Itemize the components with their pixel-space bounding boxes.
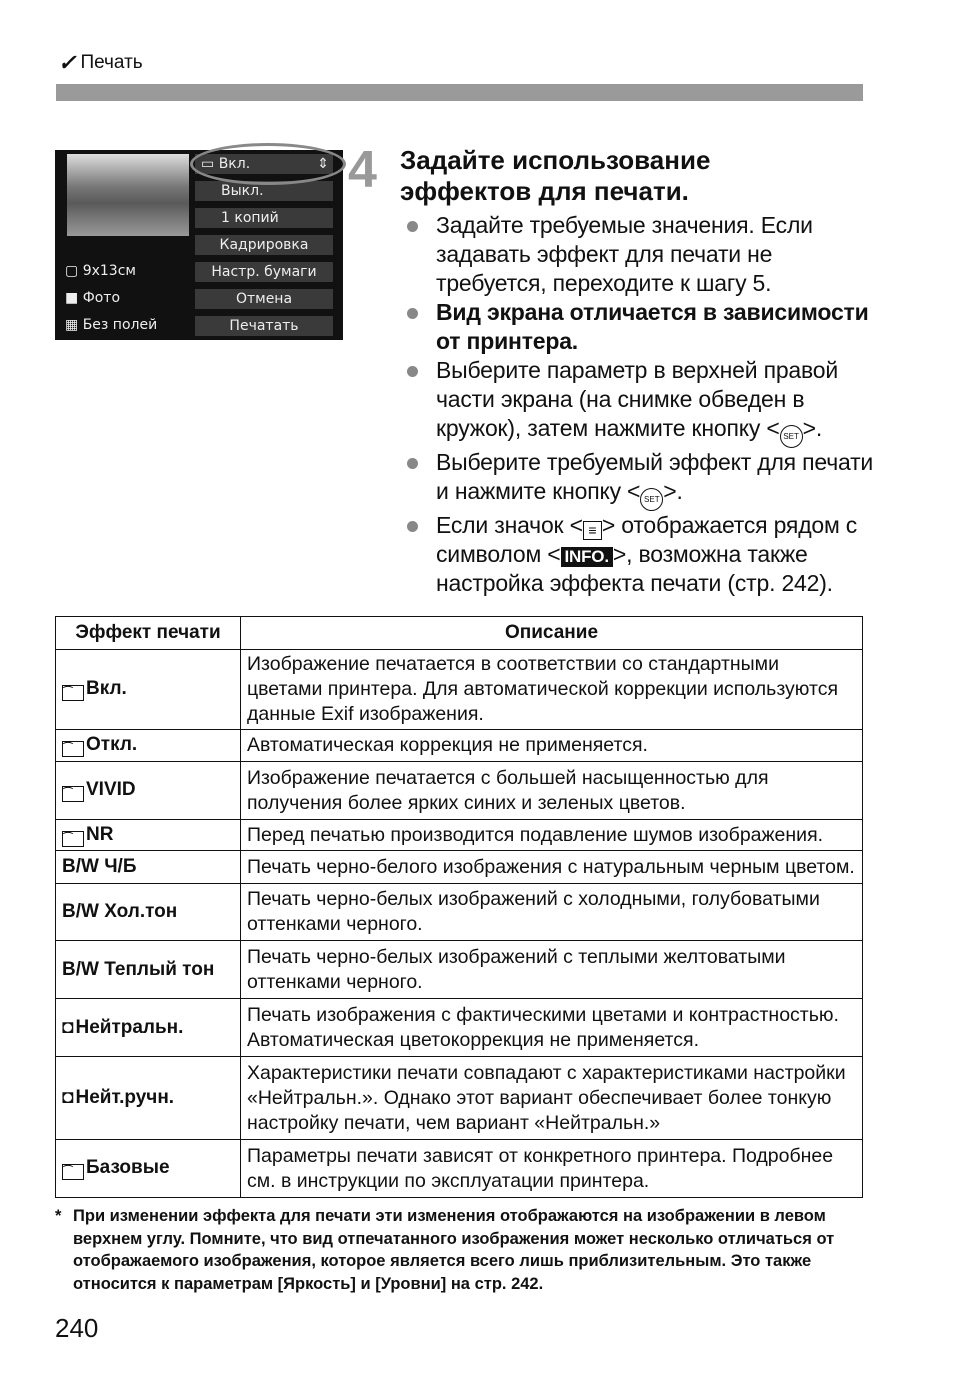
description-cell: Параметры печати зависят от конкретного принтера. Подробнее см. в инструкции по эксплуатации принтера. <box>241 1140 863 1198</box>
bullet: Выберите требуемый эффект для печати и нажмите кнопку < SET >. <box>407 448 880 511</box>
effect-cell: ⌒ Вкл. <box>56 650 241 730</box>
date-option: Выкл. <box>195 181 333 201</box>
picture-style-icon: ⌒ <box>62 831 84 847</box>
description-cell: Изображение печатается с большей насыщенностью для получения более ярких синих и зеленых цветов. <box>241 762 863 820</box>
description-cell: Печать черно-белого изображения с натуральным черным цветом. <box>241 851 863 884</box>
description-cell: Перед печатью производится подавление шумов изображения. <box>241 820 863 851</box>
bullet: Выберите параметр в верхней правой части экрана (на снимке обведен в кружок), затем нажмите кнопку < SET >. <box>407 356 880 448</box>
description-cell: Печать черно-белых изображений с холодными, голубоватыми оттенками черного. <box>241 884 863 941</box>
table-row <box>56 820 863 851</box>
effect-cell: ⌒ VIVID <box>56 762 241 820</box>
bullet: Задайте требуемые значения. Если задавать эффект для печати не требуется, переходите к шагу 5. <box>407 211 880 298</box>
picture-style-icon: ⌒ <box>62 1164 84 1180</box>
print-icon: ✓ <box>58 50 77 75</box>
table-row <box>56 851 863 884</box>
table-row <box>56 1057 863 1140</box>
footnote <box>55 1205 865 1295</box>
step-column <box>400 0 880 598</box>
print-effects-table <box>55 616 863 1198</box>
table-row <box>56 999 863 1057</box>
copies-option: 1 копий <box>195 208 333 228</box>
description-cell: Автоматическая коррекция не применяется. <box>241 730 863 762</box>
bullet: Вид экрана отличается в зависимости от принтера. <box>407 298 880 356</box>
highlight-circle <box>190 143 346 185</box>
trim-button: Кадрировка <box>195 235 333 255</box>
camera-icon: ◘ <box>62 1087 74 1108</box>
cancel-button: Отмена <box>195 289 333 309</box>
photo-preview <box>67 154 189 236</box>
table-row <box>56 762 863 820</box>
column-header: Эффект печати <box>56 617 241 650</box>
table-row <box>56 650 863 730</box>
info-button-icon: INFO. <box>561 547 613 567</box>
paper-size-label: ▢ 9x13см <box>65 263 136 279</box>
step-title: Задайте использование эффектов для печати. <box>400 145 711 206</box>
section-title: Печать <box>80 52 143 73</box>
table-row <box>56 941 863 999</box>
bullet: Если значок < ≡ > отображается рядом с символом < INFO. >, возможна также настройка эффекта печати (стр. 242). <box>407 511 880 598</box>
description-cell: Печать черно-белых изображений с теплыми желтоватыми оттенками черного. <box>241 941 863 999</box>
effect-cell: B/W Теплый тон <box>56 941 241 999</box>
effect-cell: ⌒ Откл. <box>56 730 241 762</box>
description-cell: Характеристики печати совпадают с характеристиками настройки «Нейтральн.». Однако этот вариант обеспечивает более тонкую настройку печати, чем вариант «Нейтральн.» <box>241 1057 863 1140</box>
step-bullets <box>407 211 880 598</box>
footnote-star: * <box>55 1207 62 1225</box>
effect-cell: ◘ Нейт.ручн. <box>56 1057 241 1140</box>
description-cell: Печать изображения с фактическими цветами и контрастностью. Автоматическая цветокоррекция не применяется. <box>241 999 863 1057</box>
description-cell: Изображение печатается в соответствии со стандартными цветами принтера. Для автоматической коррекции используются данные Exif изображения. <box>241 650 863 730</box>
table-row <box>56 730 863 762</box>
set-button-icon: SET <box>640 488 663 511</box>
effect-cell: B/W Хол.тон <box>56 884 241 941</box>
layout-label: ▦ Без полей <box>65 317 158 333</box>
footnote-text: При изменении эффекта для печати эти изменения отображаются на изображении в левом верхнем углу. Помните, что вид отпечатанного изображения может несколько отличаться от отображаемого изображения, которое является всего лишь приблизительным. Это также относится к параметрам [Яркость] и [Уровни] на стр. 242. <box>73 1207 835 1293</box>
table-row <box>56 1140 863 1198</box>
menu-icon: ≡ <box>583 521 602 540</box>
effect-option: ▭ Вкл. ⇕ <box>195 154 333 174</box>
table-row <box>56 884 863 941</box>
step-number: 4 <box>348 141 377 199</box>
effect-cell: ◘ Нейтральн. <box>56 999 241 1057</box>
picture-style-icon: ⌒ <box>62 786 84 802</box>
column-header: Описание <box>241 617 863 650</box>
effect-cell: ⌒ NR <box>56 820 241 851</box>
paper-settings-button: Настр. бумаги <box>195 262 333 282</box>
picture-style-icon: ⌒ <box>62 685 84 701</box>
section-header <box>58 50 143 76</box>
page-number: 240 <box>55 1313 99 1343</box>
effect-cell: ⌒ Базовые <box>56 1140 241 1198</box>
picture-style-icon: ⌒ <box>62 741 84 757</box>
paper-type-label: ■ Фото <box>65 290 121 306</box>
print-button: Печатать <box>195 316 333 336</box>
effect-cell: B/W Ч/Б <box>56 851 241 884</box>
camera-icon: ◘ <box>62 1016 74 1038</box>
set-button-icon: SET <box>780 425 803 448</box>
